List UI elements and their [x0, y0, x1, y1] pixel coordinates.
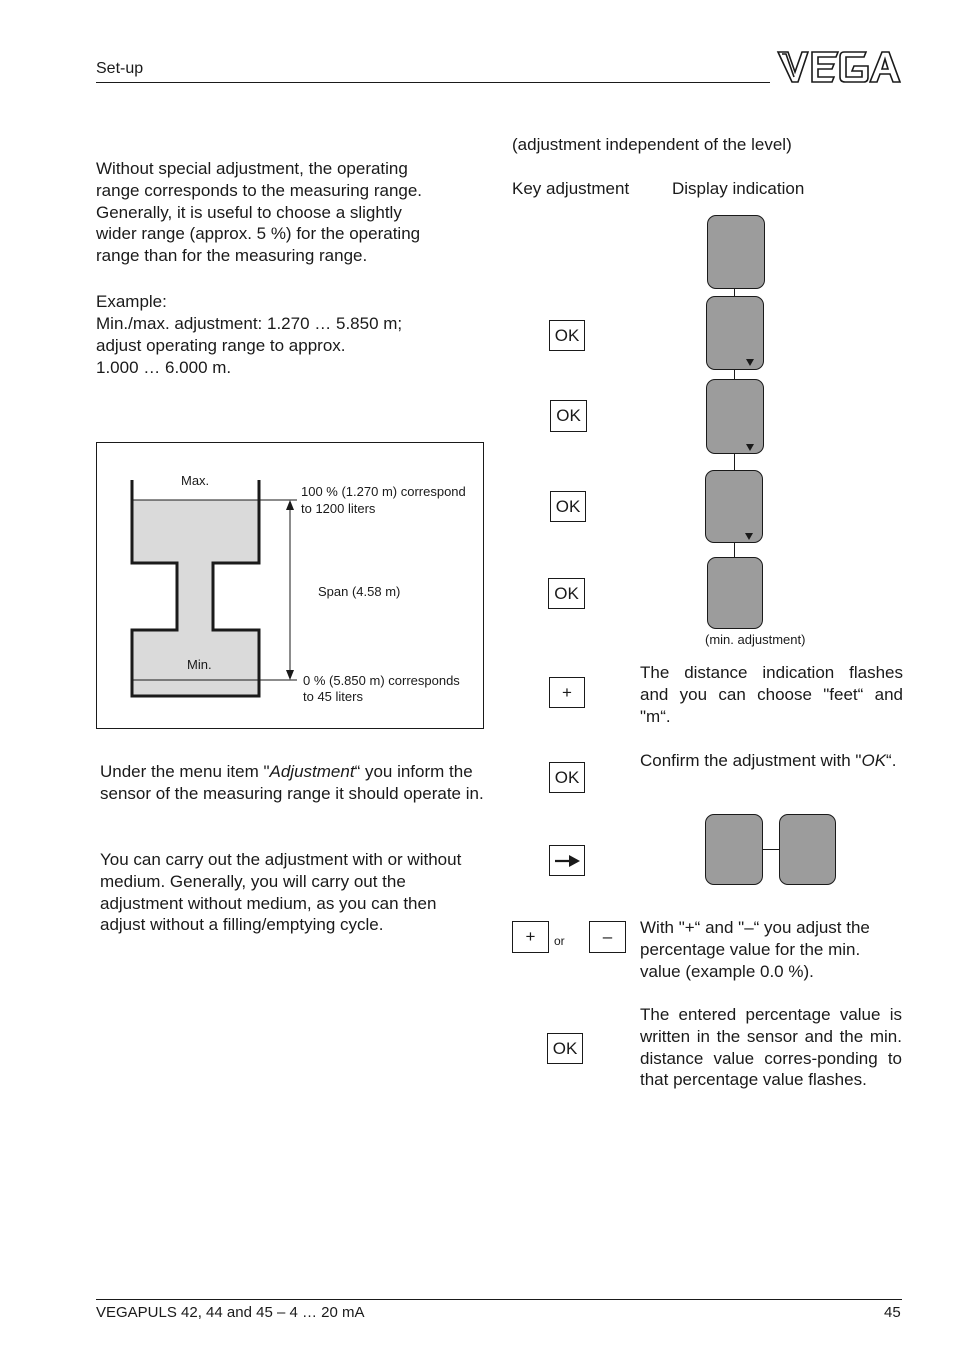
menu-paragraph: Under the menu item "Adjustment“ you inform the sensor of the measuring range it should operate in. [100, 762, 484, 803]
ok-key-5[interactable]: OK [549, 762, 585, 793]
or-label: or [554, 934, 565, 948]
key-adjustment-heading: Key adjustment [512, 179, 630, 198]
min-label: Min. [187, 657, 212, 672]
intro-paragraph: Without special adjustment, the operating range corresponds to the measuring range. Generally, it is useful to choose a slightly wider range (approx. 5 %) for the operating range than for the measuring range. [96, 159, 423, 266]
ok-key-6[interactable]: OK [547, 1033, 583, 1064]
display-indication-heading: Display indication [672, 179, 805, 198]
min-adjustment-caption: (min. adjustment) [705, 632, 806, 647]
arrow-right-icon [553, 854, 581, 868]
display-screen-1 [707, 215, 765, 289]
page-number: 45 [884, 1304, 901, 1321]
bottom-note-line2: to 45 liters [303, 689, 363, 704]
adjustment-subtitle: (adjustment independent of the level) [512, 135, 792, 154]
plus-key-1[interactable]: + [549, 677, 585, 708]
display-screen-5 [707, 557, 763, 629]
display-screen-2 [706, 296, 764, 370]
vega-logo [776, 48, 902, 86]
percent-paragraph: With "+“ and "–“ you adjust the percentage value for the min. value (example 0.0 %). [640, 918, 870, 981]
footer-product: VEGAPULS 42, 44 and 45 – 4 … 20 mA [96, 1304, 365, 1321]
ok-key-3[interactable]: OK [550, 491, 586, 522]
entered-paragraph: The entered percentage value is written in the sensor and the min. distance value corres-ponding to that percentage value flashes. [640, 1005, 902, 1090]
display-screen-6 [705, 814, 763, 885]
menu-item-name: Adjustment [269, 762, 355, 781]
ok-key-2[interactable]: OK [550, 400, 587, 432]
footer-rule [96, 1299, 902, 1300]
ok-key-4[interactable]: OK [548, 578, 585, 609]
display-screen-4 [705, 470, 763, 543]
medium-paragraph: You can carry out the adjustment with or without medium. Generally, you will carry out the adjustment without medium, as you can then adjust without a filling/emptying cycle. [100, 850, 462, 935]
ok-key-1[interactable]: OK [549, 320, 585, 351]
confirm-ok-word: OK [861, 751, 887, 770]
down-arrow-icon [746, 359, 754, 366]
plus-key-2[interactable]: + [512, 921, 549, 953]
example-text: Min./max. adjustment: 1.270 … 5.850 m; adjust operating range to approx. 1.000 … 6.000 m. [96, 314, 403, 377]
top-note-line1: 100 % (1.270 m) correspond [301, 484, 466, 499]
down-arrow-icon [745, 533, 753, 540]
example-label: Example: [96, 292, 167, 311]
max-label: Max. [181, 473, 210, 488]
top-note-line2: to 1200 liters [301, 501, 376, 516]
tank-diagram [96, 442, 484, 729]
minus-key[interactable]: – [589, 921, 626, 953]
distance-paragraph: The distance indication flashes and you can choose "feet“ and "m“. [640, 663, 903, 726]
arrow-right-key[interactable] [549, 845, 585, 876]
section-title: Set-up [96, 60, 144, 77]
display-connector [763, 849, 779, 850]
display-screen-3 [706, 379, 764, 454]
confirm-paragraph: Confirm the adjustment with "OK“. [640, 751, 897, 770]
display-screen-7 [779, 814, 836, 885]
bottom-note-line1: 0 % (5.850 m) corresponds [303, 673, 460, 688]
header-rule [96, 82, 770, 83]
down-arrow-icon [746, 444, 754, 451]
span-label: Span (4.58 m) [318, 584, 401, 599]
